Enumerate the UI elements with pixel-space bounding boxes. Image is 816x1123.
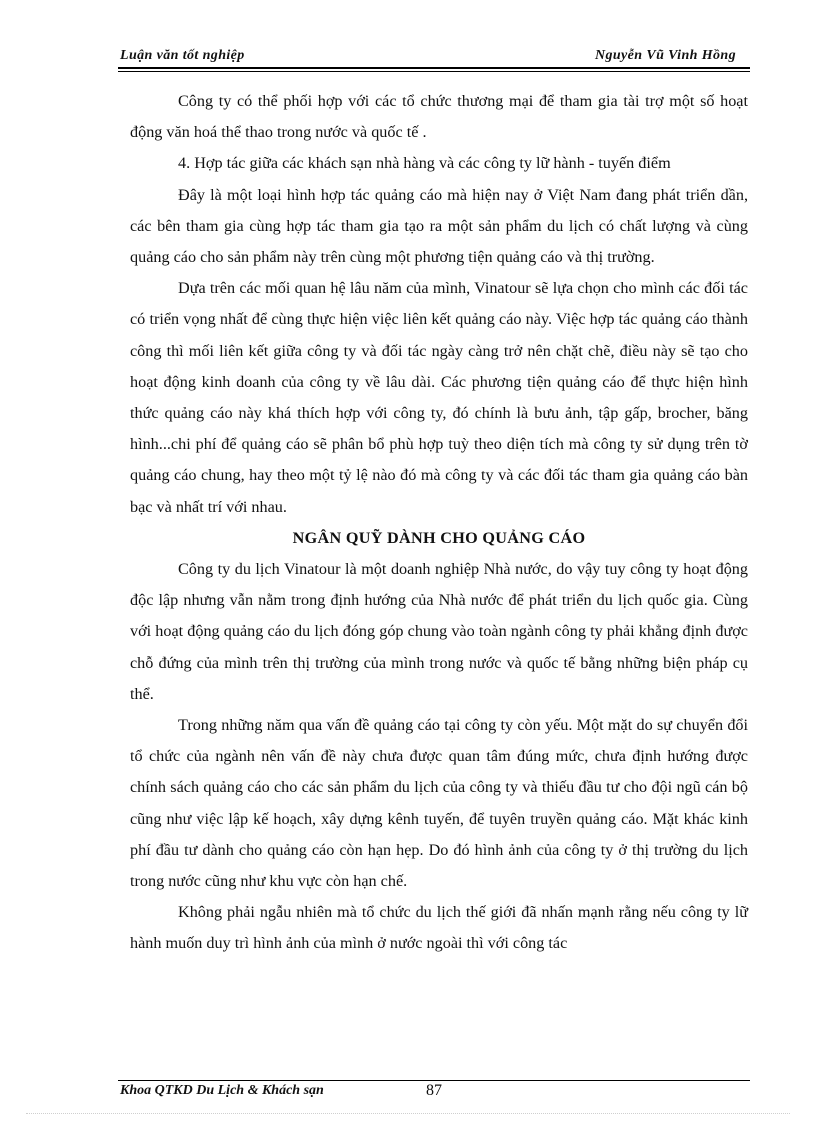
page-body <box>130 86 748 960</box>
header-rule-thin <box>118 71 750 72</box>
page-bottom-border <box>26 1113 790 1114</box>
header-rule <box>118 67 750 69</box>
header-author-name: Nguyễn Vũ Vinh Hồng <box>594 48 736 63</box>
paragraph-cooperation-intro: Đây là một loại hình hợp tác quảng cáo mà hiện nay ở Việt Nam đang phát triển dần, các bên tham gia cùng hợp tác tham gia tạo ra một sản phẩm du lịch có chất lượng và cùng quảng cáo cho sản phẩm này trên cùng một phương tiện quảng cáo và thị trường. <box>130 185 748 267</box>
page-header <box>120 46 750 68</box>
paragraph-sponsorship: Công ty có thể phối hợp với các tổ chức thương mại để tham gia tài trợ một số hoạt động văn hoá thể thao trong nước và quốc tế . <box>130 92 748 142</box>
footer-rule <box>118 1080 750 1081</box>
paragraph-state-enterprise: Công ty du lịch Vinatour là một doanh nghiệp Nhà nước, do vậy tuy công ty hoạt động độc lập nhưng vẫn nằm trong định hướng của Nhà nước để phát triển du lịch quốc gia. Cùng với hoạt động quảng cáo du lịch đóng góp chung vào toàn ngành công ty phải khẳng định được chỗ đứng của mình trên thị trường của mình trong nước và quốc tế bằng những biện pháp cụ thể. <box>130 560 748 703</box>
page-number: 87 <box>426 1082 442 1099</box>
paragraph-heading-cooperation: 4. Hợp tác giữa các khách sạn nhà hàng và các công ty lữ hành - tuyến điểm <box>178 154 671 173</box>
paragraph-world-tourism: Không phải ngẫu nhiên mà tổ chức du lịch thế giới đã nhấn mạnh rằng nếu công ty lữ hành muốn duy trì hình ảnh của mình ở nước ngoài thì với công tác <box>130 903 748 953</box>
paragraph-vinatour-partners: Dựa trên các mối quan hệ lâu năm của mình, Vinatour sẽ lựa chọn cho mình các đối tác có triển vọng nhất để cùng thực hiện việc liên kết quảng cáo này. Việc hợp tác quảng cáo thành công thì mối liên kết giữa công ty và đối tác ngày càng trở nên chặt chẽ, điều này sẽ tạo cho hoạt động kinh doanh của công ty về lâu dài. Các phương tiện quảng cáo để thực hiện hình thức quảng cáo này khá thích hợp với công ty, đó chính là bưu ảnh, tập gấp, brocher, băng hình...chi phí để quảng cáo sẽ phân bổ phù hợp tuỳ theo diện tích mà công ty sử dụng trên tờ quảng cáo chung, hay theo một tỷ lệ nào đó mà công ty và các đối tác tham gia quảng cáo bàn bạc và nhất trí với nhau. <box>130 279 748 516</box>
header-thesis-label: Luận văn tốt nghiệp <box>120 48 245 63</box>
section-title-budget: NGÂN QUỸ DÀNH CHO QUẢNG CÁO <box>292 528 586 547</box>
footer-faculty-label: Khoa QTKD Du Lịch & Khách sạn <box>120 1083 324 1098</box>
paragraph-weaknesses: Trong những năm qua vấn đề quảng cáo tại công ty còn yếu. Một mặt do sự chuyển đổi tổ chức của ngành nên vấn đề này chưa được quan tâm đúng mức, chưa định hướng được chính sách quảng cáo cho các sản phẩm du lịch của công ty và thiếu đầu tư cho đội ngũ cán bộ cũng như việc lập kế hoạch, xây dựng kênh tuyến, để tuyên truyền quảng cáo. Mặt khác kinh phí đầu tư dành cho quảng cáo còn hạn hẹp. Do đó hình ảnh của công ty ở thị trường du lịch trong nước cũng như khu vực còn hạn chế. <box>130 716 748 891</box>
